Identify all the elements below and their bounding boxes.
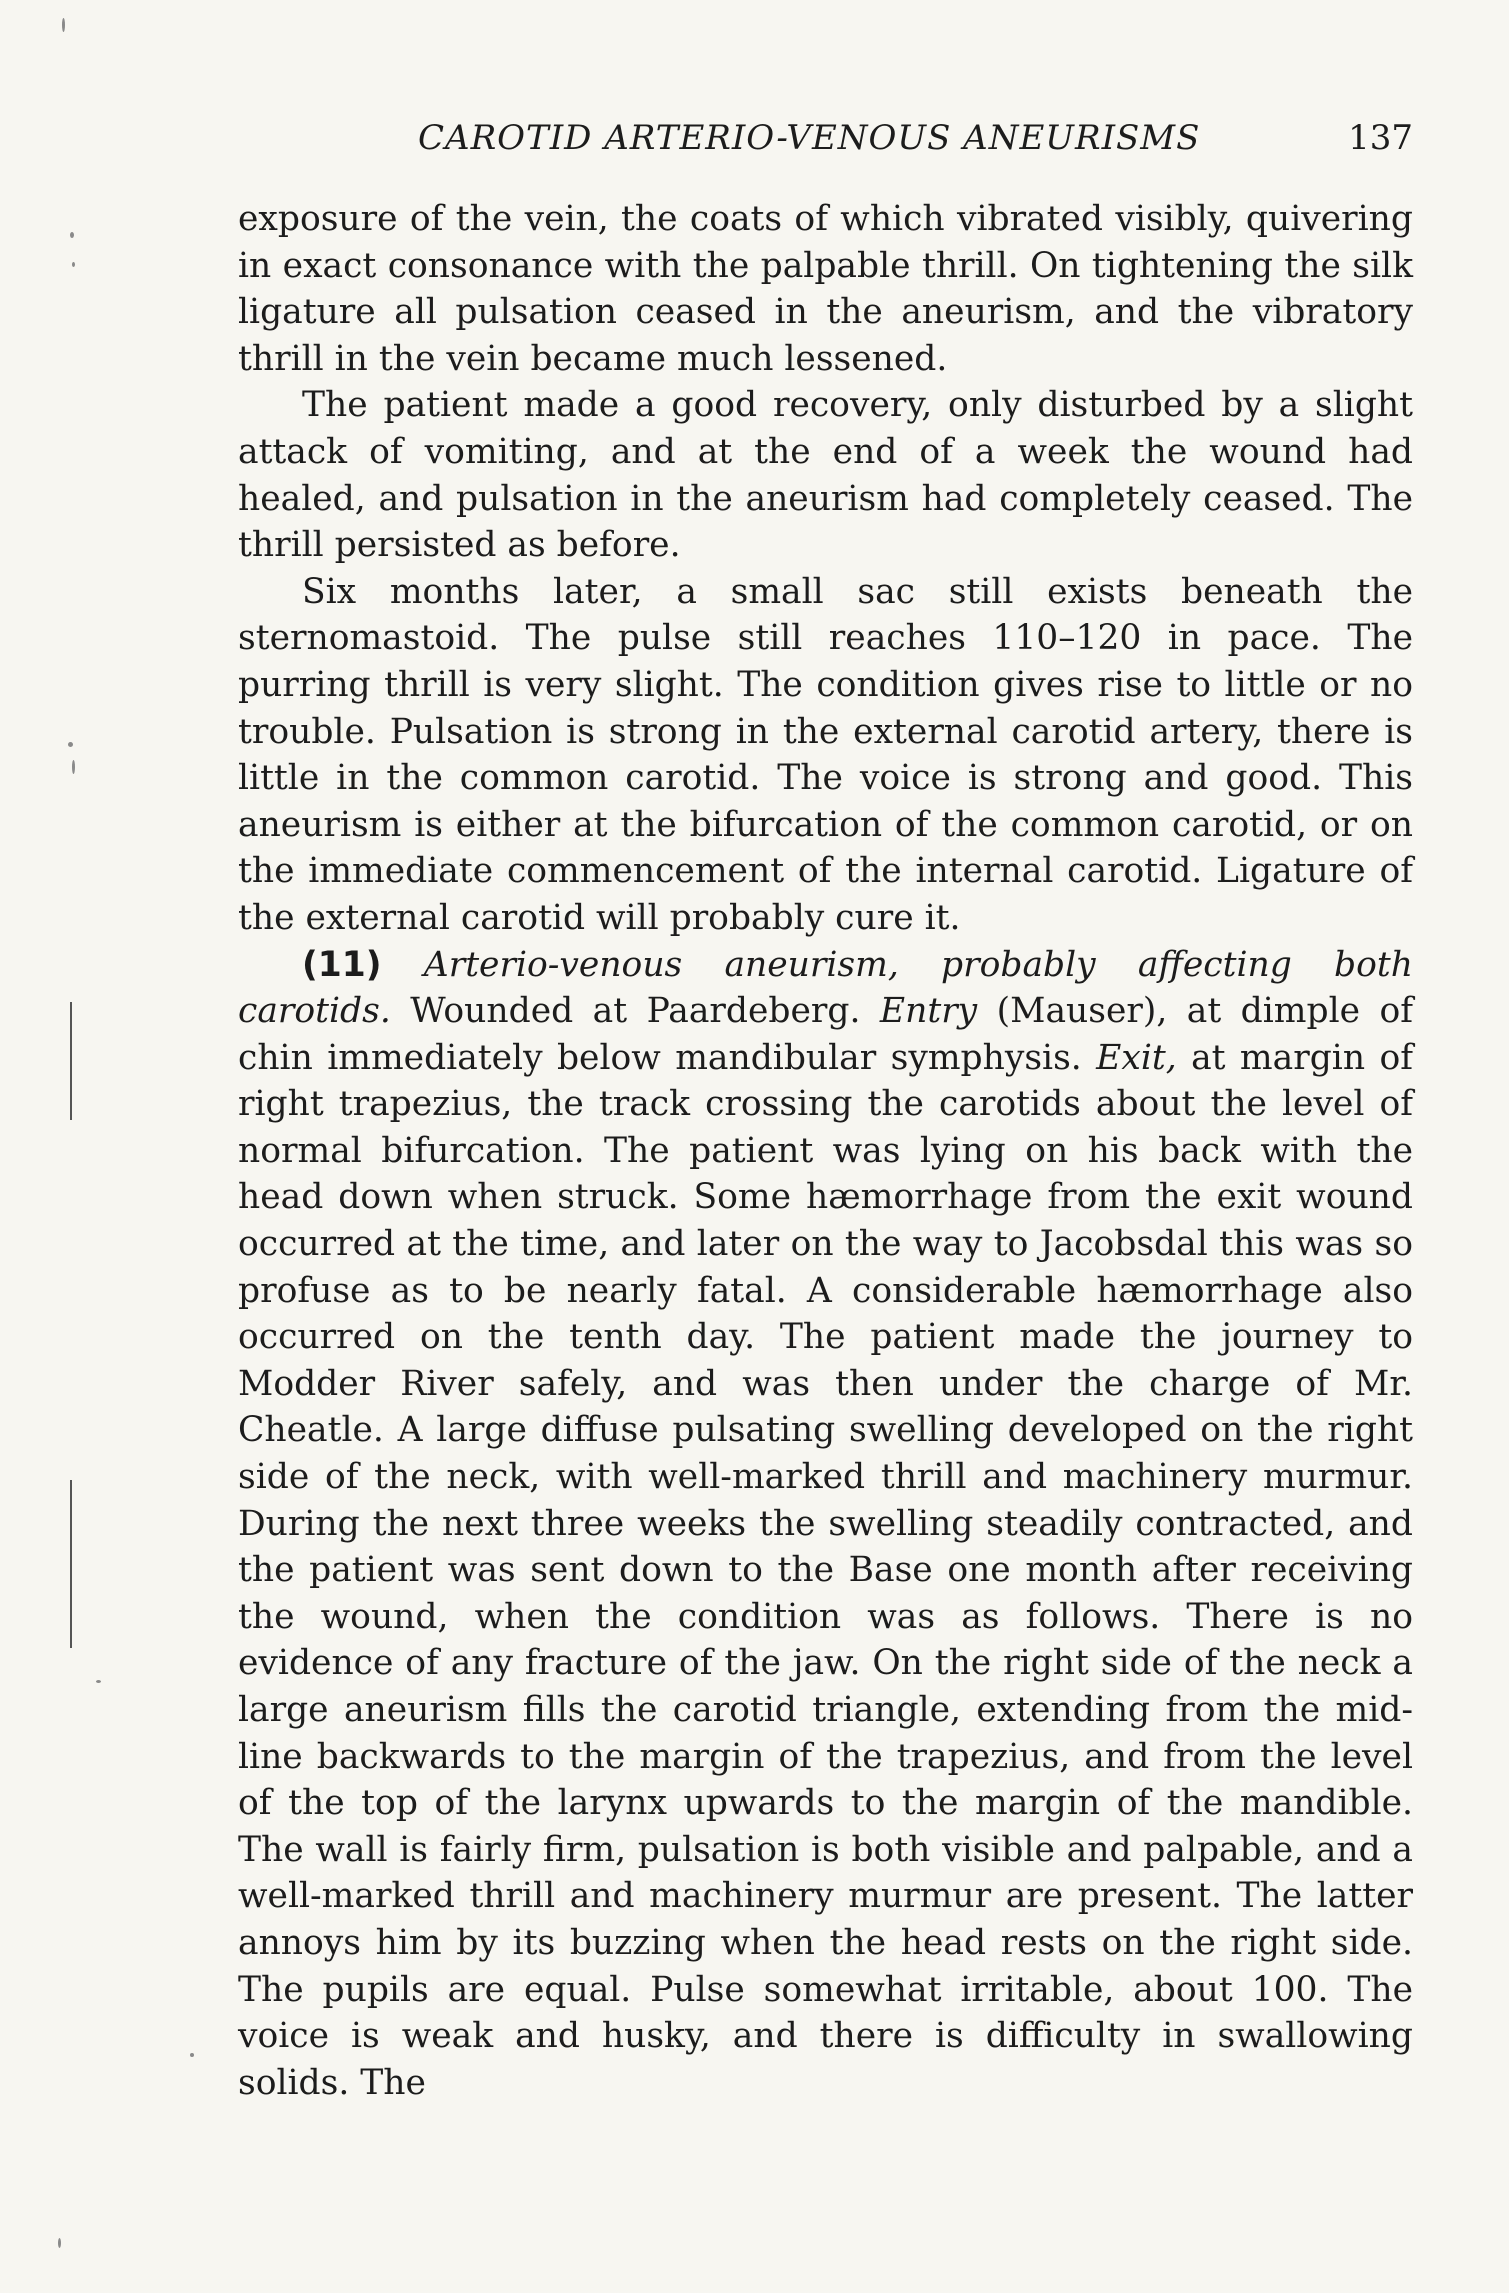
paragraph-recovery: The patient made a good recovery, only disturbed by a slight attack of vomiting, and at the end of a week the wound had healed, and pulsation in the aneurism had completely ceased. The thrill persisted as before. [238,385,1413,566]
scan-speck [62,18,65,32]
scan-speck [58,2238,61,2248]
scan-speck [72,262,75,267]
page-number: 137 [1348,118,1413,158]
paragraph-case-11 [238,942,1413,2107]
entry-label: Entry [879,991,978,1032]
scan-speck [70,232,74,238]
scan-speck [190,2053,194,2057]
exit-label: Exit, [1096,1037,1177,1078]
case-heading: Arterio-venous aneurism, probably affecting both carotids. [238,944,1413,1032]
scan-speck [72,760,75,774]
margin-line [70,1002,72,1120]
case-number: (11) [302,944,382,985]
margin-line [70,1480,72,1648]
body-text [238,196,1413,2106]
running-head [238,112,1413,164]
running-title: CAROTID ARTERIO-VENOUS ANEURISMS [418,118,1201,158]
paragraph-six-months-later: Six months later, a small sac still exists beneath the sternomastoid. The pulse still reaches 110–120 in pace. The purring thrill is very slight. The condition gives rise to little or no trouble. Pulsation is strong in the external carotid artery, there is little in the common carotid. The voice is strong and good. This aneurism is either at the bifurcation of the common carotid, or on the immediate commencement of the internal carotid. Ligature of the external carotid will probably cure it. [238,571,1413,938]
scan-speck [96,1680,101,1683]
case-text-body: at margin of right trapezius, the track crossing the carotids about the level of normal bifurcation. The patient was lying on his back with the head down when struck. Some hæmorrhage from the exit wound occurred at the time, and later on the way to Jacobsdal this was so profuse as to be nearly fatal. A considerable hæmorrhage also occurred on the tenth day. The patient made the journey to Modder River safely, and was then under the charge of Mr. Cheatle. A large diffuse pulsating swelling developed on the right side of the neck, with well-marked thrill and machinery murmur. During the next three weeks the swelling steadily contracted, and the patient was sent down to the Base one month after receiving the wound, when the condition was as follows. There is no evidence of any fracture of the jaw. On the right side of the neck a large aneurism fills the carotid triangle, extending from the mid-line backwards to the margin of the trapezius, and from the level of the top of the larynx upwards to the margin of the mandible. The wall is fairly firm, pulsation is both visible and palpable, and a well-marked thrill and machinery murmur are present. The latter annoys him by its buzzing when the head rests on the right side. The pupils are equal. Pulse somewhat irritable, about 100. The voice is weak and husky, and there is difficulty in swallowing solids. The [238,1037,1413,2103]
paragraph-continued: exposure of the vein, the coats of which vibrated visibly, quivering in exact consonance with the palpable thrill. On tightening the silk ligature all pulsation ceased in the aneurism, and the vibratory thrill in the vein became much lessened. [238,199,1413,379]
scan-speck [68,742,73,747]
case-text-wounded: Wounded at Paardeberg. [410,991,861,1032]
case-text-entry: (Mauser), at dimple of chin immediately below mandibular symphysis. [238,991,1414,1078]
